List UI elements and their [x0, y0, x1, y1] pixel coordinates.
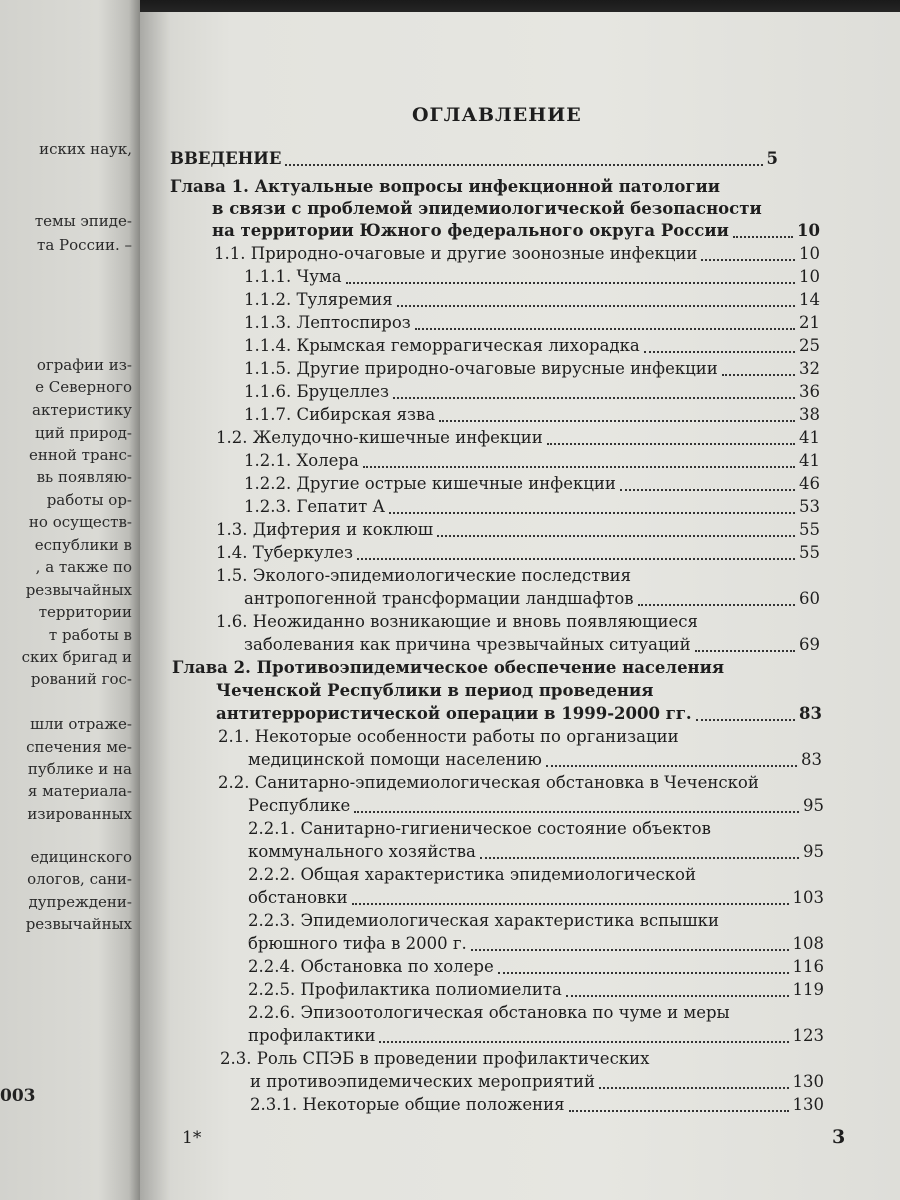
leader-dots: [354, 811, 799, 813]
toc-entry-label: брюшного тифа в 2000 г.: [248, 934, 467, 953]
leader-dots: [346, 282, 795, 284]
toc-entry-label: 1.2. Желудочно-кишечные инфекции: [216, 428, 543, 447]
leader-dots: [393, 397, 795, 399]
leader-dots: [638, 604, 795, 606]
toc-chapter-1[interactable]: [212, 220, 820, 242]
toc-entry-label: 1.1.5. Другие природно-очаговые вирусные инфекции: [244, 359, 718, 378]
toc-entry-label: 1.1. Природно-очаговые и другие зоонозные инфекции: [214, 244, 698, 263]
toc-section-2-2-line-1[interactable]: 2.2. Санитарно-эпидемиологическая обстановка в Чеченской: [218, 773, 759, 792]
leader-dots: [566, 995, 789, 997]
toc-section-1-1-5[interactable]: [244, 358, 820, 380]
toc-section-2-2-3-line-1[interactable]: 2.2.3. Эпидемиологическая характеристика вспышки: [248, 911, 719, 930]
left-fragment: ографии из-: [36, 356, 132, 374]
left-fragment: е Северного: [35, 378, 132, 396]
toc-section-2-2-6-line-1[interactable]: 2.2.6. Эпизоотологическая обстановка по чуме и меры: [248, 1003, 730, 1022]
toc-section-1-6-line-1[interactable]: 1.6. Неожиданно возникающие и вновь появляющиеся: [216, 612, 698, 631]
left-fragment: иских наук,: [39, 140, 132, 158]
toc-entry-page: 60: [799, 589, 820, 608]
leader-dots: [397, 305, 795, 307]
toc-entry-page: 116: [792, 957, 824, 976]
toc-section-2-2-3[interactable]: [248, 933, 824, 955]
toc-entry-page: 130: [792, 1095, 824, 1114]
toc-section-1-2-2[interactable]: [244, 473, 820, 495]
leader-dots: [363, 466, 795, 468]
toc-chapter-2-line-2[interactable]: Чеченской Республики в период проведения: [216, 681, 654, 700]
leader-dots: [701, 259, 795, 261]
toc-entry-page: 83: [799, 704, 822, 723]
left-fragment: публике и на: [27, 760, 132, 778]
leader-dots: [357, 558, 795, 560]
toc-entry-label: 2.2.5. Профилактика полиомиелита: [248, 980, 562, 999]
toc-entry-label: 1.2.1. Холера: [244, 451, 359, 470]
leader-dots: [352, 903, 789, 905]
toc-section-2-2-1[interactable]: [248, 841, 824, 863]
toc-entry-page: 5: [766, 149, 778, 168]
toc-chapter-2-line-1[interactable]: Глава 2. Противоэпидемическое обеспечение населения: [172, 658, 725, 677]
toc-entry-label: на территории Южного федерального округа России: [212, 221, 729, 240]
left-fragment: дупреждени-: [28, 893, 132, 911]
toc-entry-page: 95: [803, 842, 824, 861]
toc-entry-page: 123: [792, 1026, 824, 1045]
leader-dots: [620, 489, 795, 491]
toc-entry-page: 108: [792, 934, 824, 953]
leader-dots: [439, 420, 795, 422]
left-page-bottom-text: 003: [0, 1086, 36, 1106]
leader-dots: [695, 650, 795, 652]
toc-section-1-3[interactable]: [216, 519, 820, 541]
toc-section-1-1-3[interactable]: [244, 312, 820, 334]
left-fragment: резвычайных: [25, 915, 132, 933]
leader-dots: [546, 765, 797, 767]
toc-section-2-3[interactable]: [250, 1071, 824, 1093]
toc-section-1-1[interactable]: [214, 243, 820, 265]
toc-entry-page: 25: [799, 336, 820, 355]
toc-section-2-3-1[interactable]: [250, 1094, 824, 1116]
toc-section-2-2-5[interactable]: [248, 979, 824, 1001]
left-fragment: спечения ме-: [26, 738, 132, 756]
toc-entry-page: 21: [799, 313, 820, 332]
previous-page: [0, 0, 140, 1200]
leader-dots: [471, 949, 789, 951]
toc-entry-page: 103: [792, 888, 824, 907]
toc-entry-label: профилактики: [248, 1026, 376, 1045]
toc-entry-label: 1.1.6. Бруцеллез: [244, 382, 389, 401]
toc-section-1-1-1[interactable]: [244, 266, 820, 288]
toc-chapter-1-line-1[interactable]: Глава 1. Актуальные вопросы инфекционной патологии: [170, 177, 720, 196]
toc-entry-introduction[interactable]: [170, 148, 778, 170]
signature-mark: 1*: [182, 1128, 202, 1148]
leader-dots: [437, 535, 795, 537]
toc-section-1-2-1[interactable]: [244, 450, 820, 472]
toc-page: [140, 12, 900, 1200]
left-fragment: темы эпиде-: [34, 212, 132, 230]
left-fragment: вь появляю-: [36, 468, 132, 486]
toc-section-1-1-7[interactable]: [244, 404, 820, 426]
left-fragment: я материала-: [27, 782, 132, 800]
left-fragment: ций природ-: [35, 424, 132, 442]
leader-dots: [696, 719, 795, 721]
toc-entry-label: 1.3. Дифтерия и коклюш: [216, 520, 434, 539]
toc-entry-page: 10: [799, 267, 820, 286]
toc-section-2-2-4[interactable]: [248, 956, 824, 978]
left-fragment: изированных: [27, 805, 132, 823]
toc-section-1-5-line-1[interactable]: 1.5. Эколого-эпидемиологические последствия: [216, 566, 632, 585]
leader-dots: [547, 443, 795, 445]
left-fragment: шли отраже-: [30, 715, 132, 733]
toc-section-2-2-2[interactable]: [248, 887, 824, 909]
toc-entry-page: 46: [799, 474, 820, 493]
leader-dots: [644, 351, 795, 353]
left-fragment: работы ор-: [46, 491, 132, 509]
toc-section-1-6[interactable]: [244, 634, 820, 656]
toc-entry-page: 55: [799, 543, 820, 562]
toc-entry-label: 1.1.2. Туляремия: [244, 290, 393, 309]
toc-entry-label: 1.4. Туберкулез: [216, 543, 353, 562]
left-fragment: ских бригад и: [21, 648, 132, 666]
toc-section-2-2-2-line-1[interactable]: 2.2.2. Общая характеристика эпидемиологической: [248, 865, 696, 884]
left-fragment: ологов, сани-: [27, 870, 132, 888]
toc-entry-label: 1.2.2. Другие острые кишечные инфекции: [244, 474, 616, 493]
leader-dots: [480, 857, 799, 859]
toc-section-1-4[interactable]: [216, 542, 820, 564]
toc-entry-label: 2.3.1. Некоторые общие положения: [250, 1095, 565, 1114]
left-fragment: актеристику: [32, 401, 132, 419]
leader-dots: [733, 236, 793, 238]
toc-entry-label: ВВЕДЕНИЕ: [170, 149, 282, 168]
toc-section-1-2[interactable]: [216, 427, 820, 449]
toc-entry-page: 41: [799, 428, 820, 447]
toc-section-2-2[interactable]: [248, 795, 824, 817]
toc-entry-label: 1.1.4. Крымская геморрагическая лихорадка: [244, 336, 640, 355]
toc-chapter-1-line-2[interactable]: в связи с проблемой эпидемиологической безопасности: [212, 199, 762, 218]
left-fragment: рований гос-: [30, 670, 132, 688]
toc-entry-label: 1.1.3. Лептоспироз: [244, 313, 411, 332]
toc-entry-page: 14: [799, 290, 820, 309]
toc-entry-label: и противоэпидемических мероприятий: [250, 1072, 596, 1091]
toc-section-1-1-4[interactable]: [244, 335, 820, 357]
toc-entry-page: 95: [803, 796, 824, 815]
left-fragment: еспублики в: [34, 536, 132, 554]
toc-entry-label: медицинской помощи населению: [248, 750, 542, 769]
toc-entry-label: Республике: [248, 796, 351, 815]
toc-section-2-2-6[interactable]: [248, 1025, 824, 1047]
toc-entry-label: 1.1.1. Чума: [244, 267, 342, 286]
leader-dots: [498, 972, 789, 974]
left-fragment: территории: [38, 603, 132, 621]
leader-dots: [415, 328, 795, 330]
toc-section-1-2-3[interactable]: [244, 496, 820, 518]
toc-section-2-1[interactable]: [248, 749, 822, 771]
page-title: ОГЛАВЛЕНИЕ: [412, 104, 582, 126]
toc-entry-label: 1.2.3. Гепатит А: [244, 497, 385, 516]
toc-entry-page: 38: [799, 405, 820, 424]
toc-entry-page: 83: [801, 750, 822, 769]
toc-entry-label: заболевания как причина чрезвычайных ситуаций: [244, 635, 691, 654]
left-fragment: едицинского: [30, 848, 132, 866]
toc-section-1-1-6[interactable]: [244, 381, 820, 403]
toc-section-2-3-line-1[interactable]: 2.3. Роль СПЭБ в проведении профилактических: [220, 1049, 650, 1068]
toc-entry-label: обстановки: [248, 888, 348, 907]
toc-section-2-2-1-line-1[interactable]: 2.2.1. Санитарно-гигиеническое состояние объектов: [248, 819, 711, 838]
left-fragment: но осуществ-: [28, 513, 132, 531]
toc-entry-page: 69: [799, 635, 820, 654]
left-fragment: т работы в: [48, 626, 132, 644]
toc-entry-label: антитеррористической операции в 1999-2000 гг.: [216, 704, 692, 723]
leader-dots: [569, 1110, 789, 1112]
toc-entry-label: антропогенной трансформации ландшафтов: [244, 589, 634, 608]
toc-entry-page: 119: [792, 980, 824, 999]
left-fragment: резвычайных: [25, 581, 132, 599]
toc-section-1-1-2[interactable]: [244, 289, 820, 311]
leader-dots: [389, 512, 795, 514]
toc-section-1-5[interactable]: [244, 588, 820, 610]
toc-entry-page: 36: [799, 382, 820, 401]
leader-dots: [285, 164, 762, 166]
toc-chapter-2[interactable]: [216, 703, 822, 725]
left-fragment: енной транс-: [29, 446, 132, 464]
toc-entry-page: 32: [799, 359, 820, 378]
left-fragment: , а также по: [35, 558, 132, 576]
page-number: 3: [832, 1126, 846, 1148]
toc-entry-page: 130: [792, 1072, 824, 1091]
left-fragment: та России. –: [37, 236, 132, 254]
leader-dots: [599, 1087, 788, 1089]
toc-section-2-1-line-1[interactable]: 2.1. Некоторые особенности работы по организации: [218, 727, 679, 746]
toc-entry-page: 41: [799, 451, 820, 470]
toc-entry-page: 10: [797, 221, 820, 240]
toc-entry-label: коммунального хозяйства: [248, 842, 476, 861]
toc-entry-page: 55: [799, 520, 820, 539]
toc-entry-page: 53: [799, 497, 820, 516]
toc-entry-label: 2.2.4. Обстановка по холере: [248, 957, 494, 976]
leader-dots: [722, 374, 795, 376]
leader-dots: [379, 1041, 788, 1043]
toc-entry-page: 10: [799, 244, 820, 263]
toc-entry-label: 1.1.7. Сибирская язва: [244, 405, 436, 424]
